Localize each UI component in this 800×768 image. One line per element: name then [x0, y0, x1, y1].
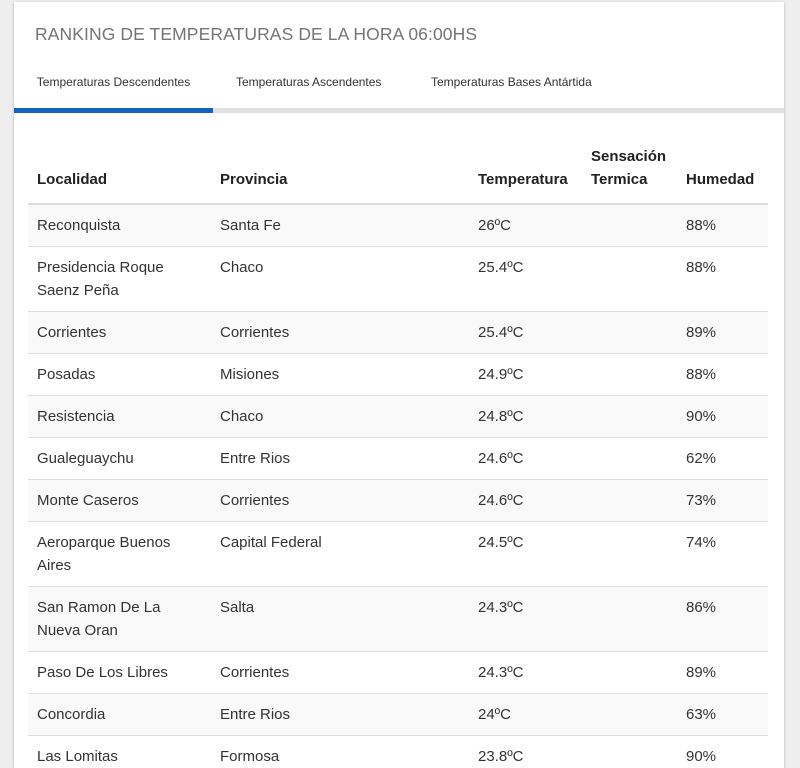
header-humedad: Humedad: [677, 137, 768, 204]
active-tab-indicator: [14, 108, 213, 113]
cell-temperatura: 25.4ºC: [469, 312, 582, 354]
tab-temperaturas-bases-antartida[interactable]: Temperaturas Bases Antártida: [431, 75, 592, 89]
table-row: [28, 522, 768, 587]
cell-temperatura: 24ºC: [469, 694, 582, 736]
cell-humedad: 63%: [677, 694, 768, 736]
table-row: [28, 396, 768, 438]
cell-temperatura: 26ºC: [469, 204, 582, 247]
cell-provincia: Misiones: [211, 354, 469, 396]
temperature-table: [28, 137, 768, 768]
table-row: [28, 652, 768, 694]
cell-sensacion: [582, 396, 677, 438]
ranking-card: [14, 2, 784, 768]
cell-localidad: Resistencia: [28, 396, 211, 438]
cell-localidad: Aeroparque Buenos Aires: [28, 522, 211, 587]
cell-sensacion: [582, 736, 677, 768]
cell-provincia: Corrientes: [211, 480, 469, 522]
cell-localidad: Corrientes: [28, 312, 211, 354]
cell-sensacion: [582, 354, 677, 396]
cell-humedad: 90%: [677, 396, 768, 438]
cell-temperatura: 24.8ºC: [469, 396, 582, 438]
table-header-row: [28, 137, 768, 204]
cell-provincia: Entre Rios: [211, 694, 469, 736]
cell-sensacion: [582, 312, 677, 354]
header-localidad: Localidad: [28, 137, 211, 204]
cell-temperatura: 25.4ºC: [469, 247, 582, 312]
tab-temperaturas-ascendentes[interactable]: Temperaturas Ascendentes: [236, 75, 382, 89]
cell-temperatura: 24.6ºC: [469, 480, 582, 522]
table-row: [28, 480, 768, 522]
table-row: [28, 247, 768, 312]
table-row: [28, 312, 768, 354]
cell-sensacion: [582, 438, 677, 480]
cell-temperatura: 24.3ºC: [469, 652, 582, 694]
cell-humedad: 62%: [677, 438, 768, 480]
cell-provincia: Formosa: [211, 736, 469, 768]
cell-humedad: 73%: [677, 480, 768, 522]
cell-temperatura: 23.8ºC: [469, 736, 582, 768]
cell-temperatura: 24.6ºC: [469, 438, 582, 480]
table-row: [28, 736, 768, 768]
cell-humedad: 89%: [677, 312, 768, 354]
cell-humedad: 74%: [677, 522, 768, 587]
cell-provincia: Corrientes: [211, 312, 469, 354]
cell-provincia: Salta: [211, 587, 469, 652]
cell-temperatura: 24.9ºC: [469, 354, 582, 396]
header-sensacion-termica: Sensación Termica: [582, 137, 677, 204]
cell-provincia: Capital Federal: [211, 522, 469, 587]
cell-localidad: Paso De Los Libres: [28, 652, 211, 694]
cell-localidad: Presidencia Roque Saenz Peña: [28, 247, 211, 312]
table-row: [28, 694, 768, 736]
cell-localidad: Posadas: [28, 354, 211, 396]
page-title: RANKING DE TEMPERATURAS DE LA HORA 06:00HS: [35, 24, 478, 44]
cell-sensacion: [582, 587, 677, 652]
cell-provincia: Santa Fe: [211, 204, 469, 247]
cell-temperatura: 24.3ºC: [469, 587, 582, 652]
cell-localidad: Gualeguaychu: [28, 438, 211, 480]
cell-temperatura: 24.5ºC: [469, 522, 582, 587]
page-scrollbar[interactable]: [786, 0, 800, 768]
table-row: [28, 204, 768, 247]
cell-humedad: 88%: [677, 247, 768, 312]
cell-localidad: Reconquista: [28, 204, 211, 247]
cell-humedad: 88%: [677, 204, 768, 247]
cell-humedad: 88%: [677, 354, 768, 396]
cell-sensacion: [582, 480, 677, 522]
cell-sensacion: [582, 247, 677, 312]
cell-sensacion: [582, 522, 677, 587]
cell-humedad: 86%: [677, 587, 768, 652]
cell-provincia: Entre Rios: [211, 438, 469, 480]
cell-humedad: 89%: [677, 652, 768, 694]
header-provincia: Provincia: [211, 137, 469, 204]
cell-provincia: Chaco: [211, 247, 469, 312]
cell-localidad: San Ramon De La Nueva Oran: [28, 587, 211, 652]
table-row: [28, 438, 768, 480]
cell-localidad: Concordia: [28, 694, 211, 736]
tab-temperaturas-descendentes[interactable]: Temperaturas Descendentes: [36, 75, 191, 89]
cell-provincia: Chaco: [211, 396, 469, 438]
cell-sensacion: [582, 204, 677, 247]
table-row: [28, 354, 768, 396]
cell-sensacion: [582, 694, 677, 736]
cell-localidad: Monte Caseros: [28, 480, 211, 522]
cell-humedad: 90%: [677, 736, 768, 768]
cell-localidad: Las Lomitas: [28, 736, 211, 768]
header-temperatura: Temperatura: [469, 137, 582, 204]
tab-bar: [14, 62, 784, 113]
table-row: [28, 587, 768, 652]
cell-provincia: Corrientes: [211, 652, 469, 694]
table-body: [28, 204, 768, 768]
cell-sensacion: [582, 652, 677, 694]
